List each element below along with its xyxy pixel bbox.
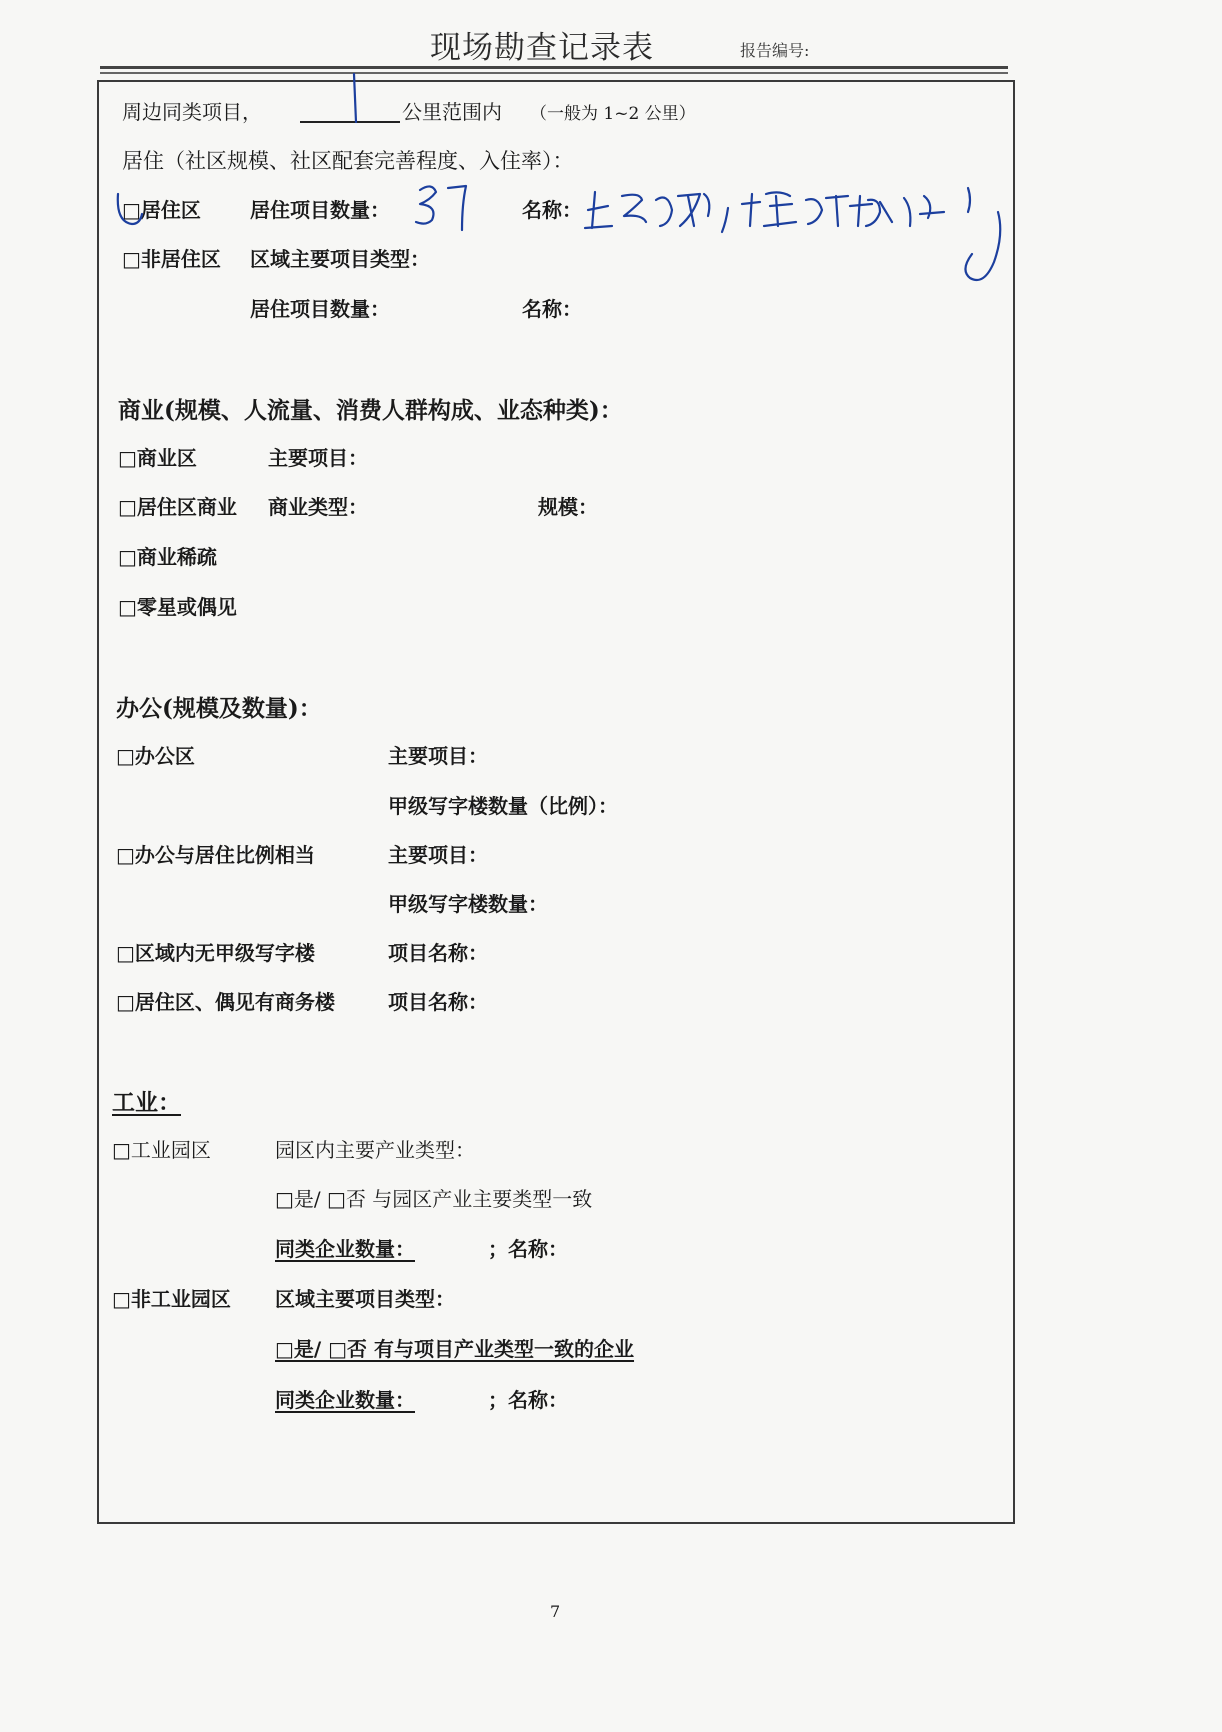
handwritten-count-numeral-2 (448, 186, 466, 230)
handwritten-count-numeral (416, 186, 436, 223)
business-district-option-label: 商业区 (136, 446, 197, 470)
handwritten-name-2 (742, 192, 796, 226)
occasional-commerce-option-label: 零星或偶见 (136, 595, 237, 619)
industrial-main-type-label: 区域主要项目类型： (275, 1287, 455, 1311)
no-grade-a-option-label: 区域内无甲级写字楼 (134, 941, 315, 965)
grade-a-ratio-label: 甲级写字楼数量（比例）： (388, 794, 618, 818)
business-district-option[interactable]: □商业区 (118, 446, 197, 470)
handwriting-marks (0, 0, 1222, 320)
commerce-type-label: 商业类型： (268, 495, 368, 519)
project-name-label: 项目名称： (388, 941, 488, 965)
non-residential-option[interactable]: □非居住区 (122, 247, 221, 271)
handwritten-check-mark (118, 194, 142, 224)
handwritten-comma (722, 208, 728, 232)
handwritten-name-1 (585, 192, 612, 228)
document-title: 现场勘查记录表 (430, 30, 654, 66)
residential-heading: 居住（社区规模、社区配套完善程度、入住率）： (122, 149, 574, 173)
surroundings-prefix: 周边同类项目， (122, 100, 262, 124)
range-note: （一般为 1~2 公里） (530, 104, 696, 124)
residential-main-type-label: 区域主要项目类型： (250, 247, 430, 271)
residential-commerce-option-label: 居住区商业 (136, 495, 237, 519)
grade-a-count-label: 甲级写字楼数量： (388, 892, 548, 916)
consistent-yes-no[interactable]: □是/ □否 与园区产业主要类型一致 (275, 1187, 593, 1211)
same-company-count-label: 同类企业数量： (275, 1237, 415, 1261)
residential-count-label-2: 居住项目数量： (250, 297, 390, 321)
commercial-heading: 商业(规模、人流量、消费人群构成、业态种类)： (118, 397, 623, 424)
office-main-project-label: 主要项目： (388, 744, 488, 768)
commercial-main-project-label: 主要项目： (268, 446, 368, 470)
non-residential-option-label: 非居住区 (140, 247, 221, 271)
has-company-yes-no[interactable]: □是/ □否 有与项目产业类型一致的企业 (275, 1337, 635, 1361)
non-industrial-park-option-label: 非工业园区 (130, 1287, 231, 1311)
handwritten-stroke-range (354, 74, 356, 122)
office-balanced-option[interactable]: □办公与居住比例相当 (116, 843, 315, 867)
occasional-business-option-label: 居住区、偶见有商务楼 (134, 990, 335, 1014)
residential-name-label: 名称： (522, 198, 582, 222)
report-number-label: 报告编号: (740, 41, 810, 60)
sparse-commerce-option[interactable]: □商业稀疏 (118, 545, 217, 569)
residential-option-label: 居住区 (140, 198, 201, 222)
industrial-park-option[interactable]: □工业园区 (112, 1138, 211, 1162)
range-suffix: 公里范围内 (402, 100, 502, 124)
residential-name-label-2: 名称： (522, 297, 582, 321)
office-district-option-label: 办公区 (134, 744, 195, 768)
industrial-heading: 工业： (112, 1089, 181, 1116)
office-district-option[interactable]: □办公区 (116, 744, 195, 768)
non-industrial-park-option[interactable]: □非工业园区 (112, 1287, 231, 1311)
office-heading: 办公(规模及数量)： (116, 695, 322, 722)
same-company-count-label-2: 同类企业数量： (275, 1388, 415, 1412)
industrial-park-option-label: 工业园区 (130, 1138, 211, 1162)
sparse-commerce-option-label: 商业稀疏 (136, 545, 217, 569)
office-main-project-label-2: 主要项目： (388, 843, 488, 867)
no-grade-a-option[interactable]: □区域内无甲级写字楼 (116, 941, 315, 965)
industrial-name-label: ；名称： (488, 1237, 568, 1261)
commerce-scale-label: 规模： (538, 495, 598, 519)
residential-count-label: 居住项目数量： (250, 198, 390, 222)
occasional-business-option[interactable]: □居住区、偶见有商务楼 (116, 990, 335, 1014)
project-name-label-2: 项目名称： (388, 990, 488, 1014)
residential-commerce-option[interactable]: □居住区商业 (118, 495, 237, 519)
residential-option[interactable]: □居住区 (122, 198, 201, 222)
park-industry-type-label: 园区内主要产业类型： (275, 1138, 475, 1162)
office-balanced-option-label: 办公与居住比例相当 (134, 843, 315, 867)
industrial-name-label-2: ；名称： (488, 1388, 568, 1412)
occasional-commerce-option[interactable]: □零星或偶见 (118, 595, 237, 619)
page-number: 7 (550, 1602, 561, 1621)
